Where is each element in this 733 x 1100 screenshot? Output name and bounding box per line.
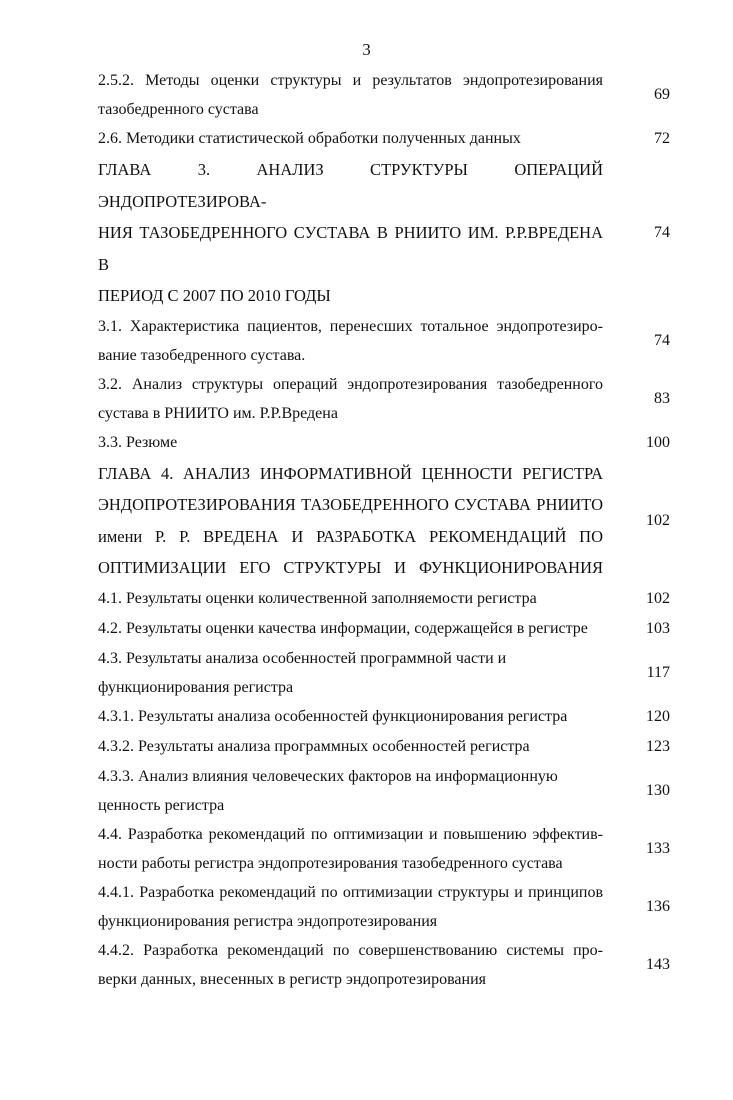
toc-line: ценность регистра <box>98 796 225 814</box>
toc-page-number: 100 <box>646 433 670 451</box>
toc-line: ПЕРИОД С 2007 ПО 2010 ГОДЫ <box>98 286 331 305</box>
toc-page-number: 136 <box>646 897 670 915</box>
toc-line: 4.3. Результаты анализа особенностей программной части и <box>98 649 507 667</box>
toc-entry-text <box>98 584 603 614</box>
toc-line: функционирования регистра эндопротезирования <box>98 912 438 930</box>
toc-line: 4.4.2. Разработка рекомендаций по совершенствованию системы про- <box>98 941 603 959</box>
toc-line: 4.3.2. Результаты анализа программных особенностей регистра <box>98 737 530 755</box>
toc-line: 4.2. Результаты оценки качества информации, содержащейся в регистре <box>98 619 588 637</box>
toc-entry-4-3 <box>98 644 670 702</box>
toc-line: 2.5.2. Методы оценки структуры и результатов эндопротезирования <box>98 72 603 89</box>
toc-entry-chapter-4 <box>98 458 670 584</box>
toc-line: ОПТИМИЗАЦИИ ЕГО СТРУКТУРЫ И ФУНКЦИОНИРОВАНИЯ <box>98 558 603 577</box>
toc-page-number: 120 <box>646 707 670 725</box>
toc-entry-3-2 <box>98 370 670 428</box>
toc-line: вание тазобедренного сустава. <box>98 346 306 364</box>
toc-line: 3.3. Резюме <box>98 433 178 451</box>
toc-page-number: 123 <box>646 737 670 755</box>
toc-entry-4-3-1 <box>98 702 670 732</box>
toc-page-number: 72 <box>654 130 670 147</box>
toc-page-number: 74 <box>654 223 670 241</box>
toc-page-number: 74 <box>654 331 670 349</box>
toc-line: 4.4.1. Разработка рекомендаций по оптимизации структуры и принципов <box>98 883 603 901</box>
toc-entry-text <box>98 154 603 312</box>
toc-line: верки данных, внесенных в регистр эндопротезирования <box>98 970 486 988</box>
toc-line: тазобедренного сустава <box>98 101 259 118</box>
toc-line: функционирования регистра <box>98 678 294 696</box>
page-number: 3 <box>362 40 371 59</box>
toc-page-number: 83 <box>654 389 670 407</box>
toc-entry-chapter-3 <box>98 154 670 312</box>
toc-entry-text <box>98 820 603 878</box>
toc-entry-text <box>98 458 603 584</box>
toc-entry-4-3-3 <box>98 762 670 820</box>
toc-line: НИЯ ТАЗОБЕДРЕННОГО СУСТАВА В РНИИТО ИМ. Р.Р.ВРЕДЕНА В <box>98 223 603 274</box>
table-of-contents <box>98 66 670 994</box>
toc-entry-text <box>98 66 603 124</box>
toc-line: 3.2. Анализ структуры операций эндопротезирования тазобедренного <box>98 375 603 393</box>
toc-entry-text <box>98 370 603 428</box>
toc-line: 4.3.1. Результаты анализа особенностей функционирования регистра <box>98 707 568 725</box>
toc-entry-text <box>98 878 603 936</box>
toc-line: сустава в РНИИТО им. Р.Р.Вредена <box>98 404 338 422</box>
toc-page-number: 102 <box>646 511 670 529</box>
toc-entry-text <box>98 732 603 762</box>
toc-entry-text <box>98 428 603 458</box>
toc-entry-2-5-2 <box>98 66 670 124</box>
toc-page-number: 133 <box>646 839 670 857</box>
toc-entry-4-2 <box>98 614 670 644</box>
toc-line: ГЛАВА 4. АНАЛИЗ ИНФОРМАТИВНОЙ ЦЕННОСТИ РЕГИСТРА <box>98 463 603 483</box>
toc-entry-text <box>98 124 603 154</box>
toc-line: 2.6. Методики статистической обработки полученных данных <box>98 130 521 147</box>
toc-entry-text <box>98 312 603 370</box>
toc-entry-text <box>98 762 603 820</box>
toc-line: 4.1. Результаты оценки количественной заполняемости регистра <box>98 589 537 607</box>
toc-line: 4.3.3. Анализ влияния человеческих факторов на информационную <box>98 767 558 785</box>
toc-entry-4-4-2 <box>98 936 670 994</box>
toc-entry-text <box>98 614 603 644</box>
toc-entry-text <box>98 644 603 702</box>
toc-page-number: 102 <box>646 589 670 607</box>
toc-line: ГЛАВА 3. АНАЛИЗ СТРУКТУРЫ ОПЕРАЦИЙ ЭНДОПРОТЕЗИРОВА- <box>98 160 603 211</box>
toc-entry-4-1 <box>98 584 670 614</box>
toc-page-number: 130 <box>646 781 670 799</box>
toc-line: имени Р. Р. ВРЕДЕНА И РАЗРАБОТКА РЕКОМЕНДАЦИЙ ПО <box>98 526 603 546</box>
toc-line: 3.1. Характеристика пациентов, перенесших тотальное эндопротезиро- <box>98 317 603 335</box>
toc-line: ности работы регистра эндопротезирования тазобедренного сустава <box>98 854 563 872</box>
toc-line: ЭНДОПРОТЕЗИРОВАНИЯ ТАЗОБЕДРЕННОГО СУСТАВА РНИИТО <box>98 495 603 514</box>
toc-entry-4-4-1 <box>98 878 670 936</box>
toc-page-number: 69 <box>654 86 670 103</box>
toc-entry-text <box>98 936 603 994</box>
toc-page-number: 117 <box>646 663 670 681</box>
toc-entry-4-3-2 <box>98 732 670 762</box>
toc-entry-3-3 <box>98 428 670 458</box>
toc-entry-text <box>98 702 603 732</box>
toc-entry-4-4 <box>98 820 670 878</box>
toc-entry-2-6 <box>98 124 670 154</box>
toc-entry-3-1 <box>98 312 670 370</box>
toc-page-number: 143 <box>646 955 670 973</box>
toc-page-number: 103 <box>646 619 670 637</box>
toc-line: 4.4. Разработка рекомендаций по оптимизации и повышению эффектив- <box>98 825 603 843</box>
